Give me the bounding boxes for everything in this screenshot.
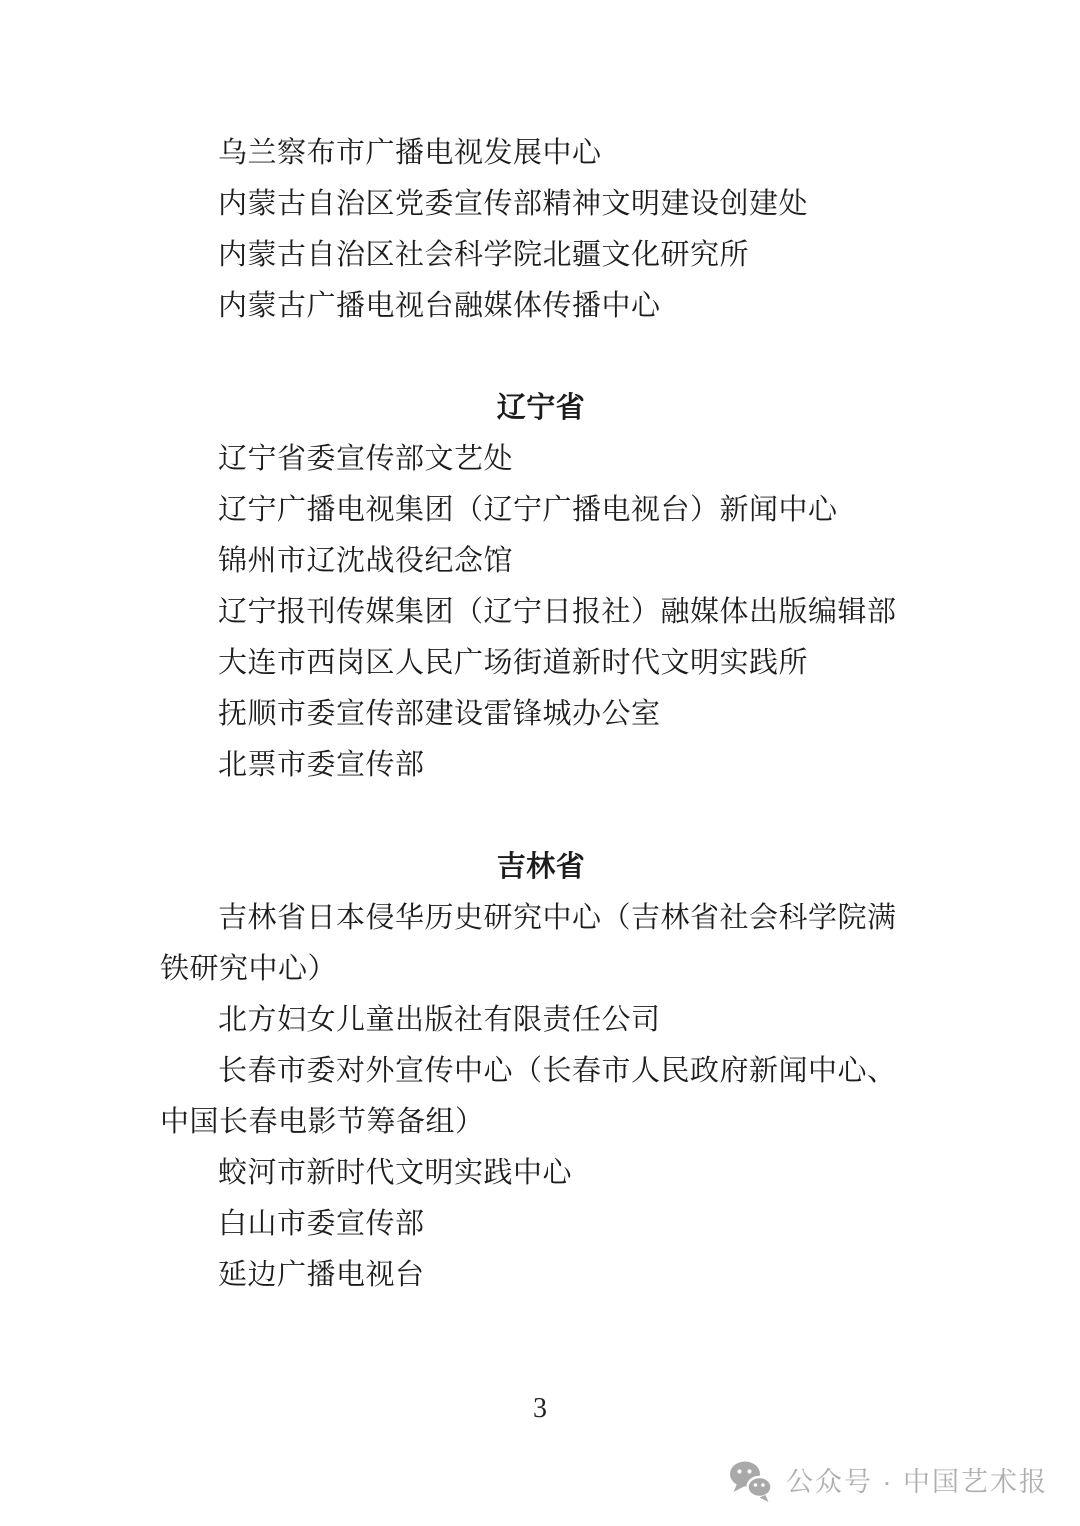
- province-section: [160, 383, 922, 791]
- organization-item: 长春市委对外宣传中心（长春市人民政府新闻中心、中国长春电影节筹备组）: [160, 1055, 897, 1138]
- section-title: 辽宁省: [496, 392, 586, 424]
- organization-item: 乌兰察布市广播电视发展中心: [218, 137, 602, 169]
- wechat-icon: [728, 1460, 774, 1504]
- organization-item: 北票市委宣传部: [218, 749, 425, 781]
- province-section: [160, 128, 922, 332]
- organization-item: 内蒙古广播电视台融媒体传播中心: [218, 290, 661, 322]
- organization-item: 辽宁广播电视集团（辽宁广播电视台）新闻中心: [218, 494, 838, 526]
- organization-item: 辽宁省委宣传部文艺处: [218, 443, 514, 475]
- organization-item: 大连市西岗区人民广场街道新时代文明实践所: [218, 647, 809, 679]
- province-section: [160, 842, 922, 1301]
- organization-item: 辽宁报刊传媒集团（辽宁日报社）融媒体出版编辑部: [218, 596, 897, 628]
- organization-item: 延边广播电视台: [218, 1259, 425, 1291]
- organization-item: 抚顺市委宣传部建设雷锋城办公室: [218, 698, 661, 730]
- document-body: [160, 128, 922, 1301]
- organization-item: 吉林省日本侵华历史研究中心（吉林省社会科学院满铁研究中心）: [160, 902, 897, 985]
- footer: [728, 1460, 1048, 1504]
- organization-item: 白山市委宣传部: [218, 1208, 425, 1240]
- organization-item: 锦州市辽沈战役纪念馆: [218, 545, 514, 577]
- organization-item: 内蒙古自治区社会科学院北疆文化研究所: [218, 239, 750, 271]
- organization-item: 北方妇女儿童出版社有限责任公司: [218, 1004, 661, 1036]
- organization-item: 内蒙古自治区党委宣传部精神文明建设创建处: [218, 188, 809, 220]
- page-number: 3: [533, 1393, 547, 1424]
- organization-item: 蛟河市新时代文明实践中心: [218, 1157, 573, 1189]
- section-title: 吉林省: [496, 851, 586, 883]
- footer-account-label: 公众号 · 中国艺术报: [786, 1467, 1048, 1497]
